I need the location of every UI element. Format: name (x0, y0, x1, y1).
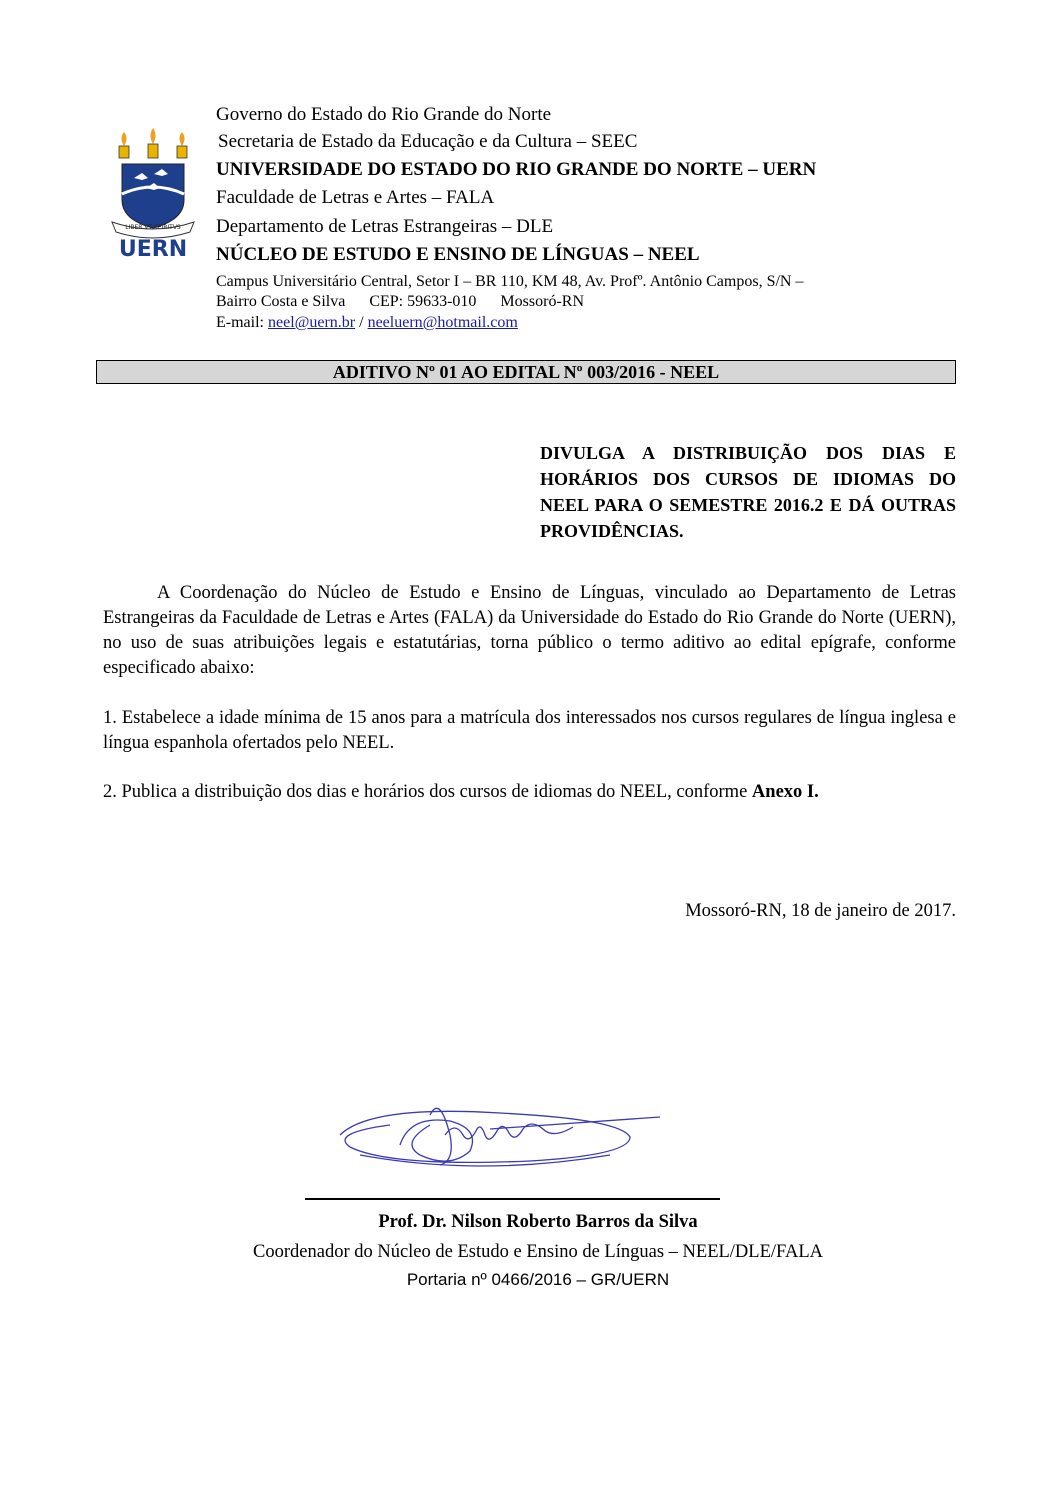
header-nucleus: NÚCLEO DE ESTUDO E ENSINO DE LÍNGUAS – NEEL (216, 244, 700, 265)
header-address-line2: Bairro Costa e Silva CEP: 59633-010 Mossoró-RN (216, 293, 584, 310)
logo-motto: LIBER VT SPIRITVS (125, 224, 181, 231)
document-ementa: DIVULGA A DISTRIBUIÇÃO DOS DIAS E HORÁRIOS DOS CURSOS DE IDIOMAS DO NEEL PARA O SEMESTRE 2016.2 E DÁ OUTRAS PROVIDÊNCIAS. (540, 443, 956, 541)
torch-icon (119, 128, 187, 158)
header-government: Governo do Estado do Rio Grande do Norte (216, 104, 552, 125)
header-university: UNIVERSIDADE DO ESTADO DO RIO GRANDE DO NORTE – UERN (216, 159, 817, 180)
header-address-line1: Campus Universitário Central, Setor I – BR 110, KM 48, Av. Profº. Antônio Campos, S/N – (216, 273, 804, 290)
intro-text: A Coordenação do Núcleo de Estudo e Ensino de Línguas, vinculado ao Departamento de Letras Estrangeiras da Faculdade de Letras e Artes (FALA) da Universidade do Estado do Rio Grande do Norte (UERN), no uso de suas atribuições legais e estatutárias, torna público o termo aditivo ao edital epígrafe, conforme especificado abaixo: (103, 583, 956, 678)
shield-icon (122, 164, 184, 228)
item-1: 1. Estabelece a idade mínima de 15 anos para a matrícula dos interessados nos cursos regulares de língua inglesa e língua espanhola ofertados pelo NEEL. (103, 708, 956, 753)
header-email (216, 313, 518, 333)
header-secretariat: Secretaria de Estado da Educação e da Cultura – SEEC (218, 131, 638, 152)
signer-name: Prof. Dr. Nilson Roberto Barros da Silva (378, 1212, 698, 1232)
email-label: E-mail: (216, 314, 268, 331)
uern-logo (108, 126, 198, 260)
document-date: Mossoró-RN, 18 de janeiro de 2017. (685, 901, 956, 921)
signer-role: Coordenador do Núcleo de Estudo e Ensino de Línguas – NEEL/DLE/FALA (253, 1242, 823, 1262)
handwritten-signature (330, 1085, 670, 1180)
signer-portaria: Portaria nº 0466/2016 – GR/UERN (406, 1270, 670, 1289)
item-2-text: 2. Publica a distribuição dos dias e horários dos cursos de idiomas do NEEL, conforme (103, 782, 752, 802)
logo-acronym: UERN (118, 237, 188, 260)
header-department: Departamento de Letras Estrangeiras – DLE (216, 216, 554, 237)
intro-paragraph (103, 581, 956, 681)
signature-line (305, 1198, 720, 1200)
email-link-hotmail[interactable]: neeluern@hotmail.com (367, 314, 518, 331)
document-title: ADITIVO Nº 01 AO EDITAL Nº 003/2016 - NEEL (96, 360, 956, 384)
item-2-annex: Anexo I. (751, 782, 819, 802)
header-faculty: Faculdade de Letras e Artes – FALA (216, 187, 495, 208)
email-link-neel[interactable]: neel@uern.br (267, 314, 356, 331)
item-2 (103, 780, 956, 805)
email-separator: / (355, 314, 368, 331)
